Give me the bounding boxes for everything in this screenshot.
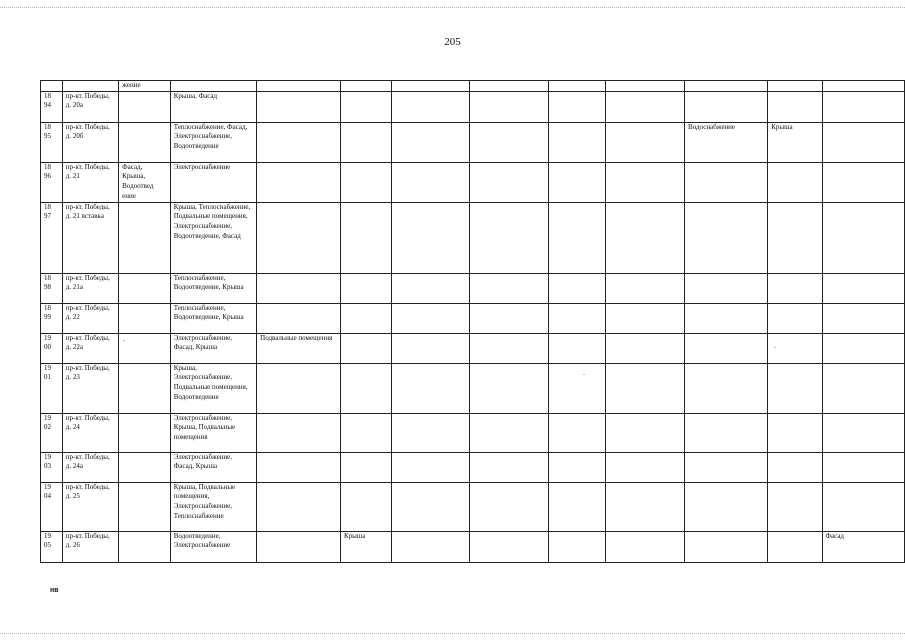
work-type-cell: [768, 531, 822, 562]
work-type-cell: Водоотведение, Электроснабжение: [170, 531, 256, 562]
work-type-cell: [685, 91, 768, 122]
work-type-cell: [257, 273, 341, 303]
address-cell: пр-кт. Победы, д. 22а: [62, 333, 118, 363]
work-type-cell: [257, 122, 341, 162]
work-type-cell: [685, 162, 768, 202]
table-row: [41, 452, 905, 482]
work-type-cell: [768, 91, 822, 122]
address-cell: пр-кт. Победы, д. 21: [62, 162, 118, 202]
scan-edge-bottom: [0, 633, 905, 640]
work-type-cell: [685, 531, 768, 562]
work-type-cell: [392, 363, 470, 413]
address-cell: пр-кт. Победы, д. 21а: [62, 273, 118, 303]
work-type-cell: [685, 413, 768, 452]
table-row: [41, 202, 905, 273]
work-type-cell: Фасад, Крыша, Водоотвед ение: [119, 162, 171, 202]
work-type-cell: Крыша, Подвальные помещения, Электроснабжение, Теплоснабжение: [170, 482, 256, 531]
work-type-cell: [822, 452, 905, 482]
work-type-cell: Крыша: [341, 531, 392, 562]
work-type-cell: [549, 413, 606, 452]
row-number-cell: 19 04: [41, 482, 63, 531]
work-type-cell: [470, 333, 549, 363]
work-type-cell: [470, 482, 549, 531]
scan-speck: [123, 340, 125, 341]
work-type-cell: [822, 482, 905, 531]
work-type-cell: [392, 91, 470, 122]
continuation-cell: жение: [119, 81, 171, 92]
table-row: [41, 303, 905, 333]
work-type-cell: [119, 202, 171, 273]
work-type-cell: [341, 91, 392, 122]
work-type-cell: [549, 273, 606, 303]
work-type-cell: [549, 333, 606, 363]
address-cell: пр-кт. Победы, д. 26: [62, 531, 118, 562]
work-type-cell: [685, 482, 768, 531]
table-row: [41, 273, 905, 303]
work-type-cell: [392, 452, 470, 482]
work-type-cell: Электроснабжение: [170, 162, 256, 202]
page-number: 205: [444, 36, 461, 48]
work-type-cell: [549, 363, 606, 413]
work-type-cell: [341, 413, 392, 452]
row-number-cell: 19 03: [41, 452, 63, 482]
work-type-cell: Крыша: [768, 122, 822, 162]
work-type-cell: [822, 162, 905, 202]
work-type-cell: [822, 303, 905, 333]
work-type-cell: [606, 333, 685, 363]
work-type-cell: Электроснабжение, Фасад, Крыша: [170, 333, 256, 363]
address-cell: пр-кт. Победы, д. 21 вставка: [62, 202, 118, 273]
work-type-cell: [606, 482, 685, 531]
cell: [549, 81, 606, 92]
work-type-cell: [470, 413, 549, 452]
work-type-cell: [606, 303, 685, 333]
cell: [257, 81, 341, 92]
work-type-cell: Электроснабжение, Фасад, Крыша: [170, 452, 256, 482]
work-type-cell: Крыша, Теплоснабжение, Подвальные помещения, Электроснабжение, Водоотведение, Фасад: [170, 202, 256, 273]
work-type-cell: [549, 482, 606, 531]
work-type-cell: [768, 363, 822, 413]
address-cell: пр-кт. Победы, д. 20б: [62, 122, 118, 162]
cell: [62, 81, 118, 92]
work-type-cell: [257, 482, 341, 531]
work-type-cell: [392, 122, 470, 162]
work-type-cell: [119, 363, 171, 413]
cell: [606, 81, 685, 92]
work-type-cell: [470, 363, 549, 413]
work-type-cell: [606, 413, 685, 452]
work-type-cell: [257, 413, 341, 452]
row-number-cell: 19 01: [41, 363, 63, 413]
cell: [341, 81, 392, 92]
work-type-cell: [341, 333, 392, 363]
address-cell: пр-кт. Победы, д. 24а: [62, 452, 118, 482]
work-type-cell: [470, 531, 549, 562]
work-type-cell: [606, 202, 685, 273]
work-type-cell: [470, 202, 549, 273]
work-type-cell: [768, 303, 822, 333]
work-type-cell: [392, 202, 470, 273]
work-type-cell: [549, 122, 606, 162]
work-type-cell: [549, 452, 606, 482]
work-type-cell: [549, 531, 606, 562]
work-type-cell: [392, 303, 470, 333]
work-type-cell: [341, 303, 392, 333]
address-cell: пр-кт. Победы, д. 24: [62, 413, 118, 452]
cell: [768, 81, 822, 92]
work-type-cell: [822, 273, 905, 303]
work-type-cell: [822, 333, 905, 363]
work-type-cell: [119, 333, 171, 363]
row-number-cell: 18 97: [41, 202, 63, 273]
work-type-cell: [549, 162, 606, 202]
work-type-cell: [392, 531, 470, 562]
work-type-cell: [470, 91, 549, 122]
row-number-cell: 18 95: [41, 122, 63, 162]
table-row: [41, 413, 905, 452]
footer-mark: нв: [50, 587, 59, 594]
work-type-cell: [257, 202, 341, 273]
row-number-cell: 19 00: [41, 333, 63, 363]
table-row: [41, 333, 905, 363]
cell: [470, 81, 549, 92]
work-type-cell: [685, 303, 768, 333]
work-type-cell: [257, 91, 341, 122]
table-row: [41, 482, 905, 531]
work-type-cell: [606, 363, 685, 413]
work-type-cell: Крыша, Электроснабжение, Подвальные помещения, Водоотведение: [170, 363, 256, 413]
work-type-cell: [341, 452, 392, 482]
work-type-cell: [392, 162, 470, 202]
cell: [685, 81, 768, 92]
work-type-cell: Теплоснабжение, Фасад, Электроснабжение, Водоотведение: [170, 122, 256, 162]
work-type-cell: [392, 482, 470, 531]
work-type-cell: [257, 452, 341, 482]
work-type-cell: Фасад: [822, 531, 905, 562]
row-number-cell: 19 05: [41, 531, 63, 562]
cell: [822, 81, 905, 92]
table-body: [41, 81, 905, 563]
row-number-cell: 18 99: [41, 303, 63, 333]
work-type-cell: [822, 202, 905, 273]
work-type-cell: [392, 273, 470, 303]
table-row: [41, 363, 905, 413]
work-type-cell: [119, 413, 171, 452]
work-type-cell: [257, 303, 341, 333]
work-type-cell: [768, 202, 822, 273]
table-row: [41, 91, 905, 122]
work-type-cell: [606, 531, 685, 562]
work-type-cell: [392, 333, 470, 363]
work-type-cell: [606, 91, 685, 122]
work-type-cell: [470, 162, 549, 202]
scan-speck: [774, 347, 776, 348]
work-type-cell: [119, 273, 171, 303]
work-type-cell: [470, 452, 549, 482]
work-type-cell: [685, 363, 768, 413]
work-type-cell: [341, 122, 392, 162]
work-type-cell: [392, 413, 470, 452]
work-type-cell: [768, 333, 822, 363]
scan-speck: [583, 374, 585, 375]
work-type-cell: Теплоснабжение, Водоотведение, Крыша: [170, 273, 256, 303]
capital-repair-table: [40, 80, 905, 563]
work-type-cell: [685, 202, 768, 273]
table-row: [41, 531, 905, 562]
work-type-cell: [685, 333, 768, 363]
scan-edge-top: [0, 0, 905, 8]
work-type-cell: [341, 482, 392, 531]
work-type-cell: [549, 91, 606, 122]
table-row: [41, 122, 905, 162]
work-type-cell: [119, 122, 171, 162]
work-type-cell: [119, 91, 171, 122]
work-type-cell: [470, 303, 549, 333]
work-type-cell: [341, 162, 392, 202]
work-type-cell: Крыша, Фасад: [170, 91, 256, 122]
row-number-cell: 19 02: [41, 413, 63, 452]
work-type-cell: [119, 482, 171, 531]
work-type-cell: [257, 531, 341, 562]
work-type-cell: [257, 162, 341, 202]
work-type-cell: [685, 273, 768, 303]
work-type-cell: [341, 363, 392, 413]
work-type-cell: [768, 413, 822, 452]
work-type-cell: Электроснабжение, Крыша, Подвальные помещения: [170, 413, 256, 452]
work-type-cell: [768, 273, 822, 303]
work-type-cell: [341, 202, 392, 273]
work-type-cell: [119, 303, 171, 333]
cell: [41, 81, 63, 92]
work-type-cell: [606, 122, 685, 162]
work-type-cell: [768, 162, 822, 202]
work-type-cell: Водоснабжение: [685, 122, 768, 162]
work-type-cell: [470, 122, 549, 162]
continuation-row: [41, 81, 905, 92]
work-type-cell: [341, 273, 392, 303]
row-number-cell: 18 96: [41, 162, 63, 202]
work-type-cell: [822, 122, 905, 162]
address-cell: пр-кт. Победы, д. 20а: [62, 91, 118, 122]
address-cell: пр-кт. Победы, д. 23: [62, 363, 118, 413]
work-type-cell: [768, 452, 822, 482]
row-number-cell: 18 94: [41, 91, 63, 122]
work-type-cell: [470, 273, 549, 303]
work-type-cell: [606, 273, 685, 303]
row-number-cell: 18 98: [41, 273, 63, 303]
work-type-cell: [606, 452, 685, 482]
work-type-cell: [119, 531, 171, 562]
work-type-cell: [822, 363, 905, 413]
work-type-cell: [685, 452, 768, 482]
work-type-cell: Теплоснабжение, Водоотведение, Крыша: [170, 303, 256, 333]
work-type-cell: [822, 413, 905, 452]
work-type-cell: [606, 162, 685, 202]
cell: [170, 81, 256, 92]
table-row: [41, 162, 905, 202]
address-cell: пр-кт. Победы, д. 22: [62, 303, 118, 333]
work-type-cell: [549, 303, 606, 333]
work-type-cell: [549, 202, 606, 273]
work-type-cell: [822, 91, 905, 122]
address-cell: пр-кт. Победы, д. 25: [62, 482, 118, 531]
work-type-cell: [119, 452, 171, 482]
work-type-cell: Подвальные помещения: [257, 333, 341, 363]
work-type-cell: [768, 482, 822, 531]
work-type-cell: [257, 363, 341, 413]
cell: [392, 81, 470, 92]
